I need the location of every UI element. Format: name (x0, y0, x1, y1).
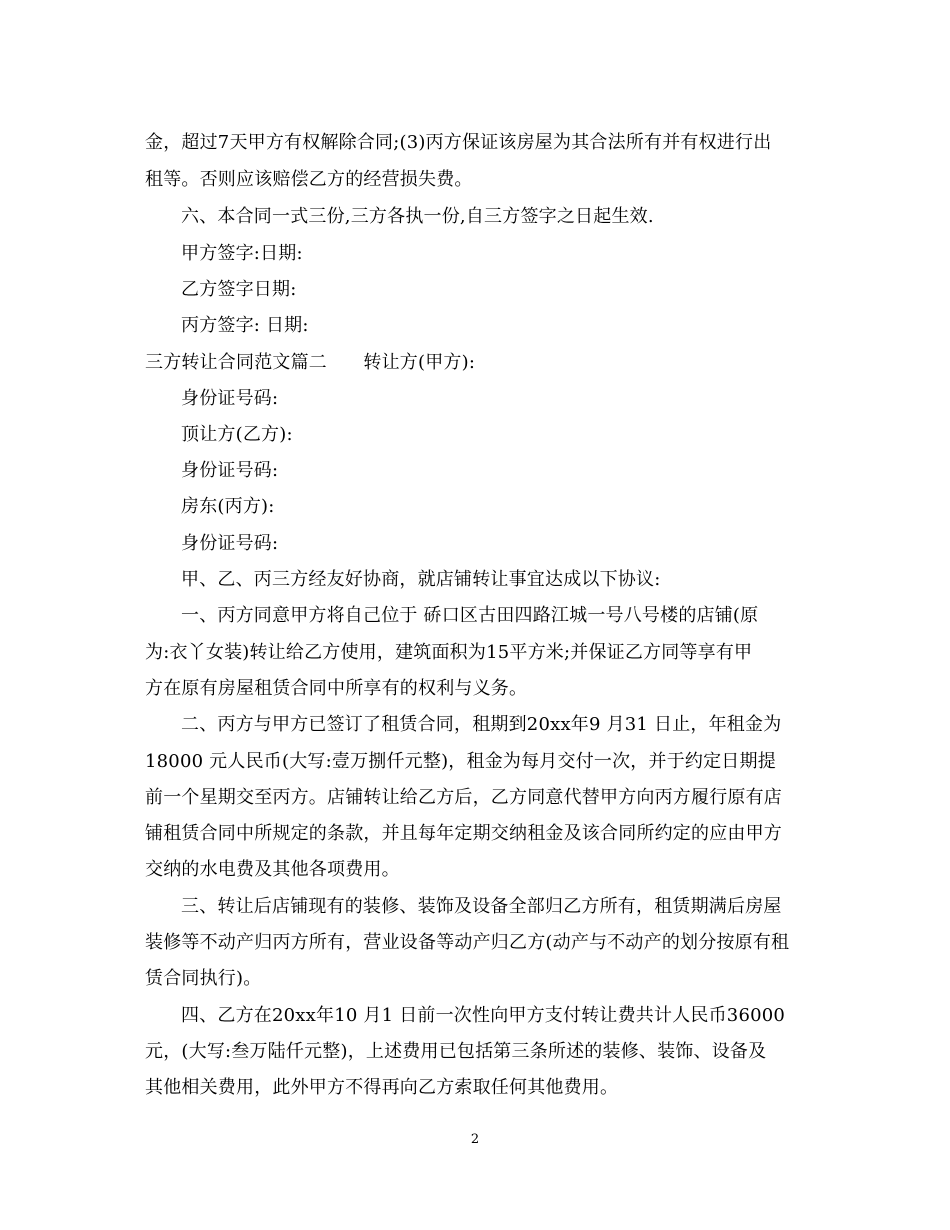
text-line: 六、本合同一式三份,三方各执一份,自三方签字之日起生效. (181, 206, 654, 227)
page-number: 2 (470, 1132, 480, 1147)
text-line: 方在原有房屋租赁合同中所享有的权利与义务。 (145, 678, 528, 699)
text-line: 顶让方(乙方): (181, 424, 293, 445)
text-line: 交纳的水电费及其他各项费用。 (145, 859, 400, 880)
text-line: 18000 元人民币(大写:壹万捌仟元整)，租金为每月交付一次，并于约定日期提 (145, 751, 776, 772)
text-line: 租等。否则应该赔偿乙方的经营损失费。 (145, 169, 473, 190)
text-line: 赁合同执行)。 (145, 968, 262, 989)
text-line: 铺租赁合同中所规定的条款，并且每年定期交纳租金及该合同所约定的应由甲方 (145, 823, 782, 844)
text-line: 前一个星期交至丙方。店铺转让给乙方后，乙方同意代替甲方向丙方履行原有店 (145, 787, 782, 808)
text-line: 丙方签字: 日期: (181, 315, 309, 336)
text-line: 乙方签字日期: (181, 279, 297, 300)
text-line: 身份证号码: (181, 460, 279, 481)
text-line: 一、丙方同意甲方将自己位于 硚口区古田四路江城一号八号楼的店铺(原 (181, 605, 759, 626)
text-line: 身份证号码: (181, 533, 279, 554)
section-heading: 三方转让合同范文篇二 转让方(甲方): (145, 352, 476, 373)
text-line: 甲方签字:日期: (181, 243, 303, 264)
text-line: 四、乙方在20xx年10 月1 日前一次性向甲方支付转让费共计人民币36000 (181, 1005, 786, 1026)
text-line: 为:衣丫女装)转让给乙方使用，建筑面积为15平方米;并保证乙方同等享有甲 (145, 642, 753, 663)
text-line: 身份证号码: (181, 388, 279, 409)
text-line: 三、转让后店铺现有的装修、装饰及设备全部归乙方所有，租赁期满后房屋 (181, 896, 782, 917)
text-line: 装修等不动产归丙方所有，营业设备等动产归乙方(动产与不动产的划分按原有租 (145, 932, 790, 953)
text-line: 甲、乙、丙三方经友好协商，就店铺转让事宜达成以下协议: (181, 569, 661, 590)
text-line: 元，(大写:叁万陆仟元整)，上述费用已包括第三条所述的装修、装饰、设备及 (145, 1041, 767, 1062)
text-line: 金，超过7天甲方有权解除合同;(3)丙方保证该房屋为其合法所有并有权进行出 (145, 132, 772, 153)
text-line: 房东(丙方): (181, 496, 275, 517)
text-line: 其他相关费用，此外甲方不得再向乙方索取任何其他费用。 (145, 1077, 619, 1098)
text-line: 二、丙方与甲方已签订了租赁合同，租期到20xx年9 月31 日止，年租金为 (181, 714, 782, 735)
